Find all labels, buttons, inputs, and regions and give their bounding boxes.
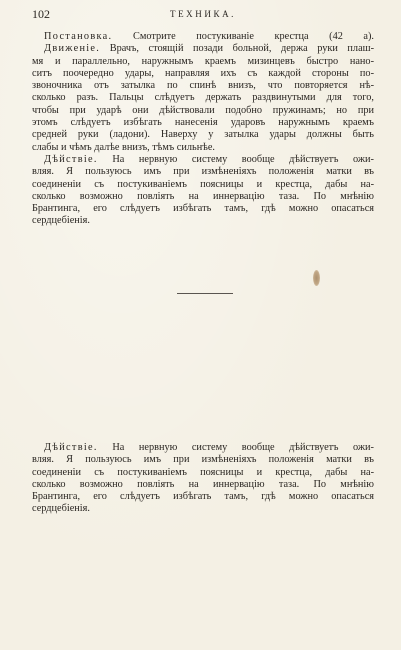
text-line: чтобы при ударѣ они дѣйствовали подобно пружинамъ; но при (32, 104, 374, 116)
line-text: Врачъ, стоящій позади больной, держа руки плаш- (100, 43, 374, 55)
running-head: ТЕХНИКА. (169, 9, 237, 19)
text-section-lower (32, 442, 374, 516)
text-line: слабы и чѣмъ далѣе внизъ, тѣмъ сильнѣе. (32, 141, 215, 153)
text-line: вляя. Я пользуюсь имъ при измѣненіяхъ положенія матки въ (32, 454, 374, 466)
text-line (32, 154, 374, 166)
text-line: сердцебіенія. (32, 503, 90, 515)
section-divider (177, 293, 233, 294)
paragraph-lead: Постановка. (44, 31, 113, 42)
text-line: сколько возможно повліять на иннервацію таза. По мнѣнію (32, 478, 374, 490)
text-line: вляя. Я пользуюсь имъ при измѣненіяхъ положенія матки въ (32, 166, 374, 178)
text-line: сердцебіенія. (32, 215, 90, 227)
text-line: соединеніи съ постукиваніемъ поясницы и крестца, дабы на- (32, 178, 374, 190)
text-line (32, 43, 374, 55)
text-line: звоночника отъ затылка по спинѣ внизъ, что повторяется нѣ- (32, 80, 374, 92)
text-line: этомъ слѣдуетъ избѣгать нанесенія ударовъ наружнымъ краемъ (32, 117, 374, 129)
text-line: Брантинга, его слѣдуетъ избѣгать тамъ, гдѣ можно опасаться (32, 203, 374, 215)
text-line: Брантинга, его слѣдуетъ избѣгать тамъ, гдѣ можно опасаться (32, 491, 374, 503)
page-number: 102 (32, 7, 50, 21)
paragraph-lead: Дѣйствіе. (44, 153, 98, 165)
line-text: На нервную систему вообще дѣйствуетъ ожи- (97, 442, 374, 453)
paragraph-lead: Движеніе. (44, 43, 101, 55)
text-line (32, 442, 374, 454)
text-line: сколько возможно повліять на иннервацію таза. По мнѣнію (32, 190, 374, 202)
line-text: На нервную систему вообще дѣйствуетъ ожи- (97, 153, 374, 165)
text-line: соединеніи съ постукиваніемъ поясницы и крестца, дабы на- (32, 466, 374, 478)
text-line: мя и параллельно, наружнымъ краемъ мизинцевъ быстро нано- (32, 55, 374, 67)
text-line (32, 31, 374, 43)
paragraph-lead: Дѣйствіе. (44, 442, 98, 453)
page-header (32, 7, 374, 21)
paper-stain (313, 270, 320, 286)
text-line: средней руки (ладони). Наверху у затылка удары должны быть (32, 129, 374, 141)
text-section-upper (32, 31, 374, 228)
text-line: сколько разъ. Пальцы слѣдуетъ держать раздвинутыми для того, (32, 92, 374, 104)
line-text: Смотрите постукиваніе крестца (42 а). (112, 31, 374, 42)
text-line: ситъ поочередно удары, направляя ихъ съ каждой стороны по- (32, 67, 374, 79)
